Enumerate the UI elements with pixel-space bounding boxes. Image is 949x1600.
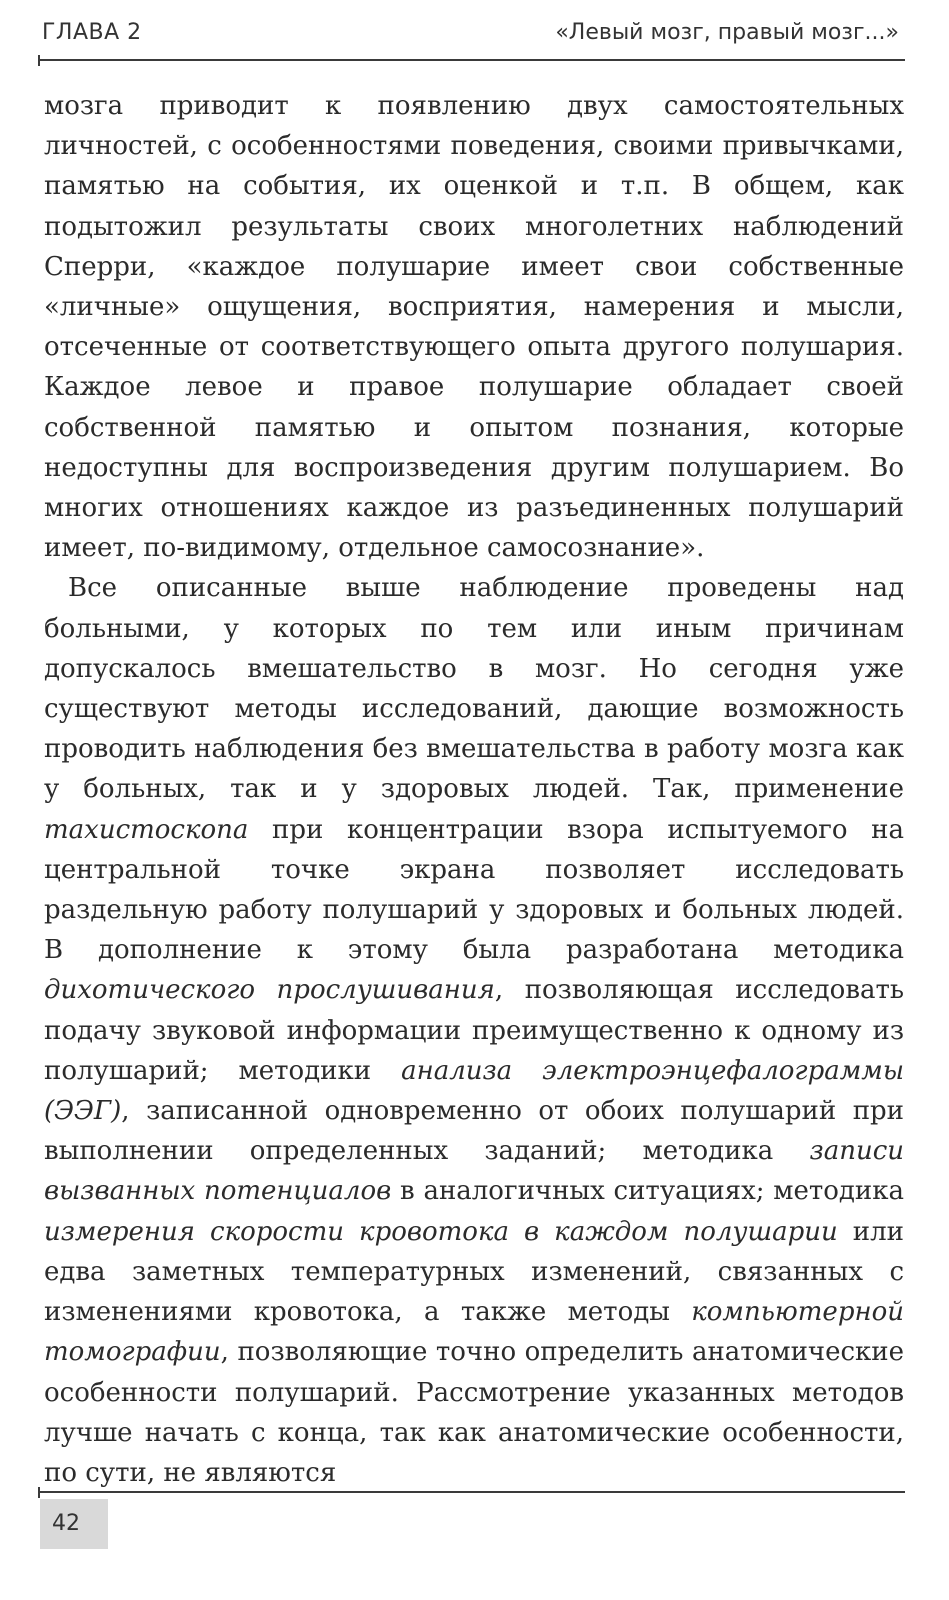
header-rule-tick [38, 55, 40, 66]
chapter-label: ГЛАВА 2 [42, 20, 142, 45]
term-computed-tomography: компьютерной томографии [44, 1297, 904, 1368]
text-run: или едва заметных температурных изменений, связанных с изменениями кровотока, а также методы [44, 1216, 904, 1328]
footer-rule-tick [38, 1487, 40, 1498]
text-run: , позволяющая исследовать подачу звуковой информации преимущественно к одному из полушарий; методики [44, 975, 905, 1086]
paragraph-methods [44, 568, 904, 1493]
text-run: Все описанные выше наблюдение проведены над больными, у которых по тем или иным причинам допускалось вмешательство в мозг. Но сегодня уже существуют методы исследований, дающие возможность проводить наблюдения без вмешательства в работу мозга как у больных, так и у здоровых людей. Так, применение [44, 573, 904, 805]
text-run: в аналогичных ситуациях; методика [391, 1176, 904, 1207]
term-dichotic-listening: дихотического прослушивания [44, 975, 495, 1006]
running-title: «Левый мозг, правый мозг...» [555, 20, 899, 45]
text-run: , записанной одновременно от обоих полушарий при выполнении определенных заданий; методика [44, 1096, 904, 1167]
text-run: при концентрации взора испытуемого на центральной точке экрана позволяет исследовать раздельную работу полушарий у здоровых и больных людей. В дополнение к этому была разработана методика [44, 814, 904, 966]
body-text [44, 86, 904, 1493]
term-tachistoscope: тахистоскопа [44, 814, 249, 845]
term-evoked-potentials: записи вызванных потенциалов [44, 1136, 904, 1207]
header-rule [38, 59, 905, 61]
page-number: 42 [40, 1499, 108, 1549]
term-blood-flow: измерения скорости кровотока в каждом полушарии [44, 1216, 838, 1247]
text-run: , позволяющие точно определить анатомические особенности полушарий. Рассмотрение указанных методов лучше начать с конца, так как анатомические особенности, по сути, не являются [44, 1337, 904, 1488]
term-eeg-analysis: анализа электроэнцефалограммы (ЭЭГ) [44, 1055, 905, 1127]
paragraph-continuation: мозга приводит к появлению двух самостоятельных личностей, с особенностями поведения, своими привычками, памятью на события, их оценкой и т.п. В общем, как подытожил результаты своих многолетних наблюдений Сперри, «каждое полушарие имеет свои собственные «личные» ощущения, восприятия, намерения и мысли, отсеченные от соответствующего опыта другого полушария. Каждое левое и правое полушарие обладает своей собственной памятью и опытом познания, которые недоступны для воспроизведения другим полушарием. Во многих отношениях каждое из разъединенных полушарий имеет, по-видимому, отдельное самосознание». [44, 91, 904, 564]
running-head [40, 14, 907, 48]
footer-rule [38, 1491, 905, 1493]
